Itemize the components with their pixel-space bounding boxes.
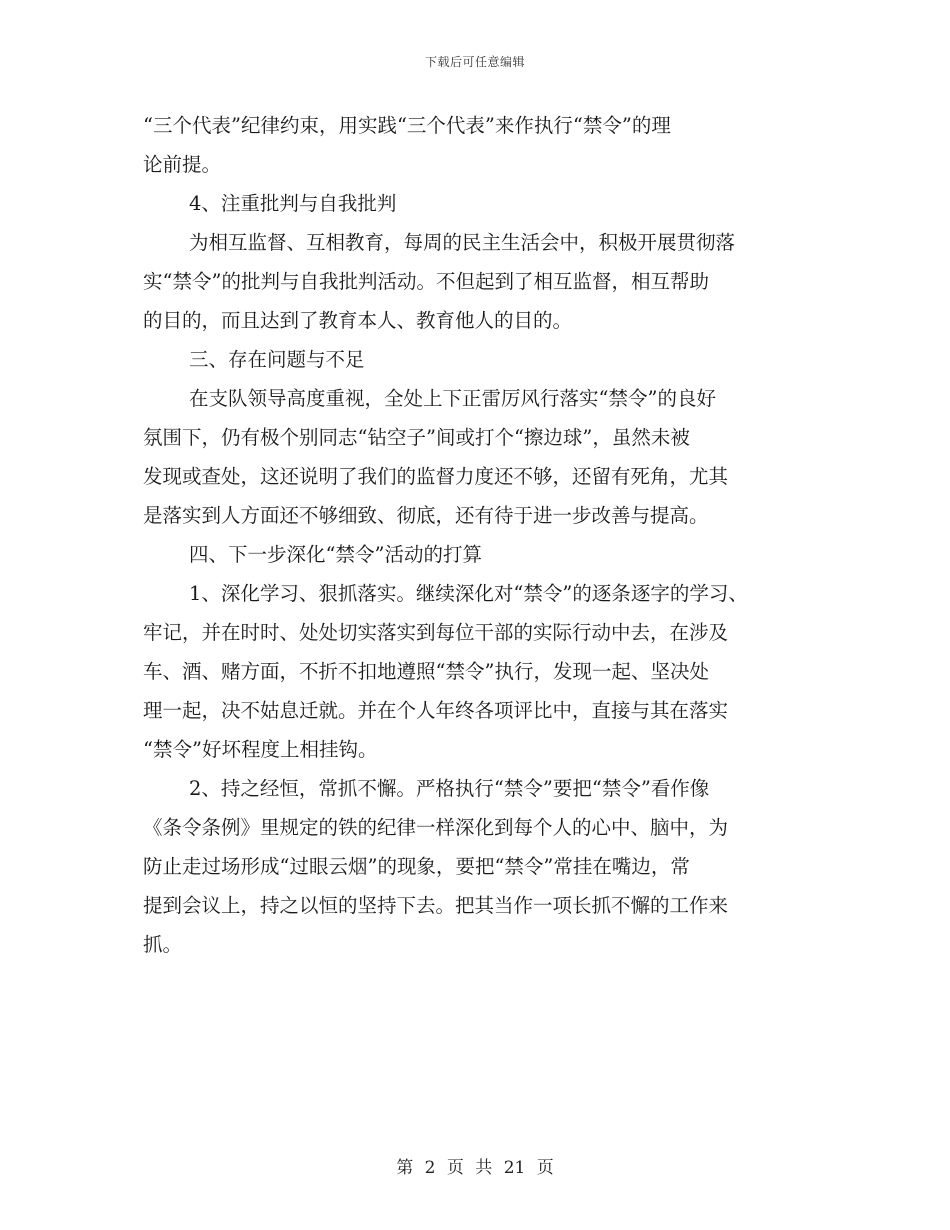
section-heading: 4、注重批判与自我批判 bbox=[189, 192, 397, 215]
paragraph-line: 在支队领导高度重视，全处上下正雷厉风行落实“禁令”的良好 bbox=[189, 387, 716, 410]
section-heading: 三、存在问题与不足 bbox=[189, 348, 365, 371]
paragraph-line: 是落实到人方面还不够细致、彻底，还有待于进一步改善与提高。 bbox=[143, 504, 709, 527]
page-header-note: 下载后可任意编辑 bbox=[424, 55, 525, 69]
paragraph-line: 车、酒、赌方面，不折不扣地遵照“禁令”执行，发现一起、坚决处 bbox=[143, 660, 709, 683]
paragraph-line: 为相互监督、互相教育，每周的民主生活会中，积极开展贯彻落 bbox=[189, 231, 736, 254]
paragraph-line: 《条令条例》里规定的铁的纪律一样深化到每个人的心中、脑中，为 bbox=[143, 816, 729, 839]
section-heading: 四、下一步深化“禁令”活动的打算 bbox=[189, 543, 482, 566]
paragraph-line: 实“禁令”的批判与自我批判活动。不但起到了相互监督，相互帮助 bbox=[143, 270, 709, 293]
document-body bbox=[143, 106, 807, 964]
paragraph-line: “三个代表”纪律约束，用实践“三个代表”来作执行“禁令”的理 bbox=[143, 114, 671, 137]
paragraph-line: 氛围下，仍有极个别同志“钻空子”间或打个“擦边球”，虽然未被 bbox=[143, 426, 690, 449]
paragraph-line: 发现或查处，这还说明了我们的监督力度还不够，还留有死角，尤其 bbox=[143, 465, 729, 488]
paragraph-line: 抓。 bbox=[143, 933, 183, 956]
paragraph-line: 提到会议上，持之以恒的坚持下去。把其当作一项长抓不懈的工作来 bbox=[143, 894, 729, 917]
paragraph-line: 防止走过场形成“过眼云烟”的现象，要把“禁令”常挂在嘴边，常 bbox=[143, 855, 690, 878]
paragraph-line: 1、深化学习、狠抓落实。继续深化对“禁令”的逐条逐字的学习、 bbox=[189, 582, 748, 605]
paragraph-line: 论前提。 bbox=[143, 153, 222, 176]
paragraph-line: “禁令”好坏程度上相挂钩。 bbox=[143, 738, 378, 761]
page-number-footer: 第 2 页 共 21 页 bbox=[396, 1158, 554, 1178]
paragraph-line: 2、持之经恒，常抓不懈。严格执行“禁令”要把“禁令”看作像 bbox=[189, 777, 710, 800]
paragraph-line: 理一起，决不姑息迁就。并在个人年终各项评比中，直接与其在落实 bbox=[143, 699, 729, 722]
paragraph-line: 的目的，而且达到了教育本人、教育他人的目的。 bbox=[143, 309, 573, 332]
paragraph-line: 牢记，并在时时、处处切实落实到每位干部的实际行动中去，在涉及 bbox=[143, 621, 729, 644]
